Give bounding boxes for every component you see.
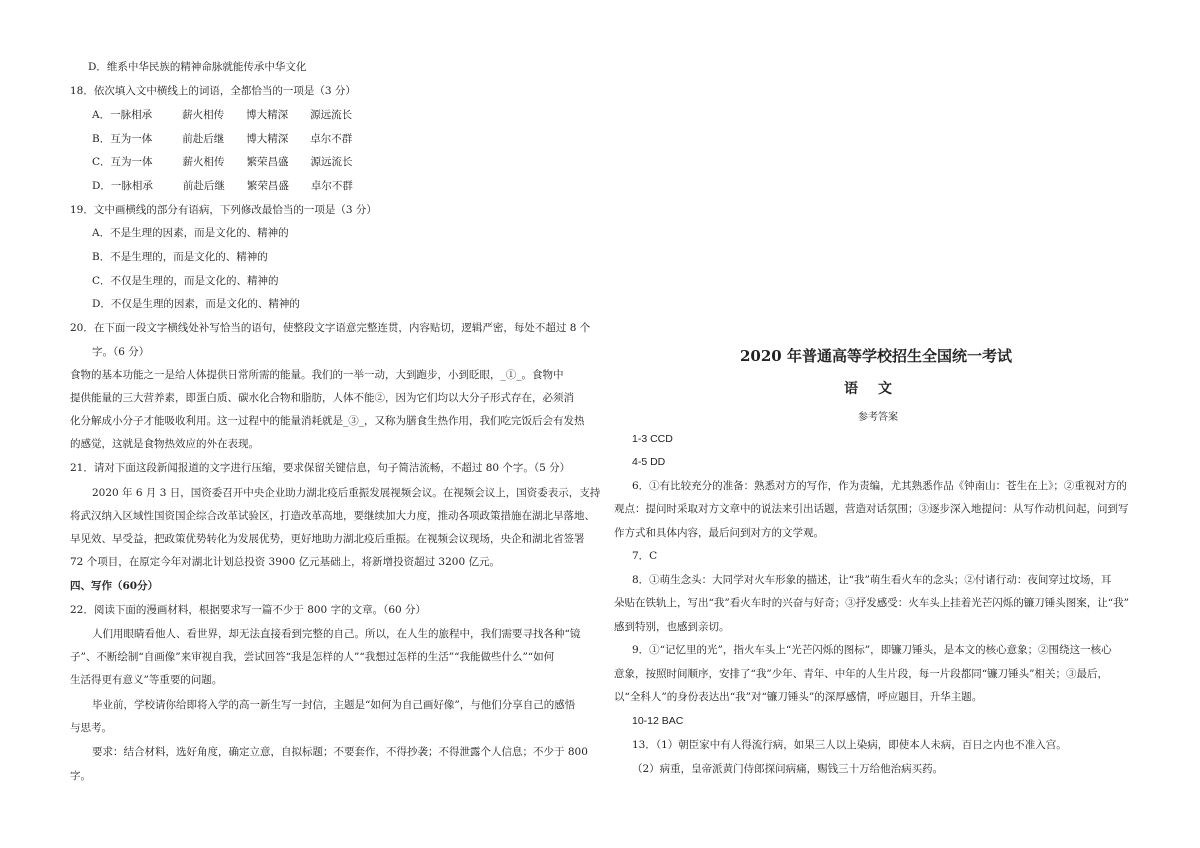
q18-stem: 18．依次填入文中横线上的词语，全都恰当的一项是（3 分） <box>70 85 356 97</box>
option-label: D． <box>92 180 111 192</box>
q20-passage-line: 化分解成小分子才能吸收利用。这一过程中的能量消耗就是_③_，又称为膳食生热作用，我们吃完饭后会有发热 <box>70 415 585 427</box>
answer-8-line: 8．①萌生念头：大同学对火车形象的描述，让“我”萌生看火车的念头；②付诸行动：夜间穿过坟场，耳 <box>632 574 1112 586</box>
option-word: 薪火相传 <box>182 156 225 168</box>
q19-option-c: C．不仅是生理的，而是文化的、精神的 <box>92 275 279 287</box>
q22-stem: 22．阅读下面的漫画材料，根据要求写一篇不少于 800 字的文章。（60 分） <box>70 604 427 616</box>
option-word: 博大精深 <box>246 133 289 145</box>
q20-stem-line2: 字。（6 分） <box>92 346 150 358</box>
option-word: 薪火相传 <box>182 109 225 121</box>
q18-option-d <box>92 179 353 193</box>
option-word: 前赴后继 <box>182 180 225 192</box>
option-word: 繁荣昌盛 <box>246 180 289 192</box>
answer-13-1: 13．（1）朝臣家中有人得流行病，如果三人以上染病，即使本人未病，百日之内也不准入宫。 <box>632 739 1067 751</box>
q20-passage-line: 提供能量的三大营养素，即蛋白质、碳水化合物和脂肪，人体不能②，因为它们均以大分子形式存在，必须消 <box>70 392 574 404</box>
q19-stem: 19．文中画横线的部分有语病，下列修改最恰当的一项是（3 分） <box>70 204 377 216</box>
option-word: 卓尔不群 <box>310 133 353 145</box>
answer-4-5: 4-5 DD <box>632 456 666 468</box>
answer-7: 7．C <box>632 550 658 562</box>
q18-option-b <box>92 132 352 146</box>
q20-stem-line1: 20．在下面一段文字横线处补写恰当的语句，使整段文字语意完整连贯，内容贴切，逻辑严密，每处不超过 8 个 <box>70 322 591 334</box>
q17-option-d: D．维系中华民族的精神命脉就能传承中华文化 <box>88 61 307 73</box>
answer-1-3: 1-3 CCD <box>632 433 673 445</box>
q21-passage-line: 早见效、早受益，把政策优势转化为发展优势，更好地助力湖北疫后重振。在视频会议现场，央企和湖北省签署 <box>70 533 585 545</box>
option-word: 前赴后继 <box>182 133 225 145</box>
q22-requirement-line1: 要求：结合材料，选好角度，确定立意，自拟标题；不要套作，不得抄袭；不得泄露个人信息；不少于 800 <box>92 746 588 758</box>
q20-passage-line: 的感觉，这就是食物热效应的外在表现。 <box>70 438 259 450</box>
q22-passage-line: 生活得更有意义”等重要的问题。 <box>70 674 223 686</box>
answer-10-12: 10-12 BAC <box>632 715 684 727</box>
answer-9-line: 9．①“记忆里的光”，指火车头上“光芒闪烁的图标”，即镰刀锤头，是本文的核心意象；②围绕这一核心 <box>632 644 1112 656</box>
option-label: C． <box>92 156 111 168</box>
answer-13-2: （2）病重，皇帝派黄门侍郎探问病痛，赐钱三十万给他治病买药。 <box>632 763 944 775</box>
option-label: A． <box>92 109 111 121</box>
option-label: B． <box>92 133 111 145</box>
option-word: 一脉相承 <box>110 180 153 192</box>
q19-option-b: B．不是生理的，而是文化的、精神的 <box>92 251 268 263</box>
q22-passage-line: 与思考。 <box>70 722 112 734</box>
q21-passage-line: 2020 年 6 月 3 日，国资委召开中央企业助力湖北疫后重振发展视频会议。在视频会议上，国资委表示，支持 <box>92 487 601 499</box>
q22-requirement-line2: 字。 <box>70 770 91 782</box>
q18-option-a <box>92 108 352 122</box>
q22-passage-line: 人们用眼睛看他人、看世界，却无法直接看到完整的自己。所以，在人生的旅程中，我们需要寻找各种“镜 <box>92 628 581 640</box>
answer-6-line: 作方式和具体内容，最后问到对方的文学观。 <box>614 527 824 539</box>
option-word: 互为一体 <box>110 156 153 168</box>
section-4-heading: 四、写作（60分） <box>70 580 159 592</box>
subject-title: 语文 <box>844 381 912 397</box>
answer-9-line: 意象，按照时间顺序，安排了“我”少年、青年、中年的人生片段，每一片段都同“镰刀锤头”相关；③最后， <box>614 668 1108 680</box>
option-word: 源远流长 <box>310 156 353 168</box>
answer-9-line: 以“全科人”的身份表达出“我”对“镰刀锤头”的深厚感情，呼应题目，升华主题。 <box>614 691 983 703</box>
option-word: 互为一体 <box>110 133 153 145</box>
answer-6-line: 观点：提问时采取对方文章中的说法来引出话题，营造对话氛围；③逐步深入地提问：从写作动机问起，问到写 <box>614 503 1129 515</box>
q18-option-c <box>92 155 353 169</box>
option-word: 源远流长 <box>310 109 353 121</box>
option-word: 一脉相承 <box>110 109 153 121</box>
q21-passage-line: 将武汉纳入区域性国资国企综合改革试验区，打造改革高地，要继续加大力度，推动各项政策措施在湖北早落地、 <box>70 510 595 522</box>
answer-6-line: 6．①有比较充分的准备：熟悉对方的写作，作为责编，尤其熟悉作品《钟南山：苍生在上》；②重视对方的 <box>632 480 1127 492</box>
answer-8-line: 感到特别，也感到亲切。 <box>614 621 730 633</box>
q19-option-d: D．不仅是生理的因素，而是文化的、精神的 <box>92 298 300 310</box>
option-word: 繁荣昌盛 <box>246 156 289 168</box>
q21-stem: 21．请对下面这段新闻报道的文字进行压缩，要求保留关键信息，句子简洁流畅，不超过 80 个字。（5 分） <box>70 462 571 474</box>
answer-8-line: 朵贴在铁轨上，写出“我”看火车时的兴奋与好奇；③抒发感受：火车头上挂着光芒闪烁的镰刀锤头图案，让“我” <box>614 597 1129 609</box>
option-word: 博大精深 <box>246 109 289 121</box>
q20-passage-line: 食物的基本功能之一是给人体提供日常所需的能量。我们的一举一动，大到跑步，小到眨眼，_①_。食物中 <box>70 369 564 381</box>
answer-heading: 参考答案 <box>858 412 898 423</box>
exam-title: 2020 年普通高等学校招生全国统一考试 <box>740 347 1012 365</box>
q22-passage-line: 子”、不断绘制“自画像”来审视自我，尝试回答“我是怎样的人”“我想过怎样的生活”“我能做些什么”“如何 <box>70 651 555 663</box>
q22-passage-line: 毕业前，学校请你给即将入学的高一新生写一封信，主题是“如何为自己画好像”，与他们分享自己的感悟 <box>92 699 576 711</box>
q19-option-a: A．不是生理的因素，而是文化的、精神的 <box>92 227 289 239</box>
q21-passage-line: 72 个项目，在原定今年对湖北计划总投资 3900 亿元基础上，将新增投资超过 3200 亿元。 <box>70 556 500 568</box>
option-word: 卓尔不群 <box>310 180 353 192</box>
